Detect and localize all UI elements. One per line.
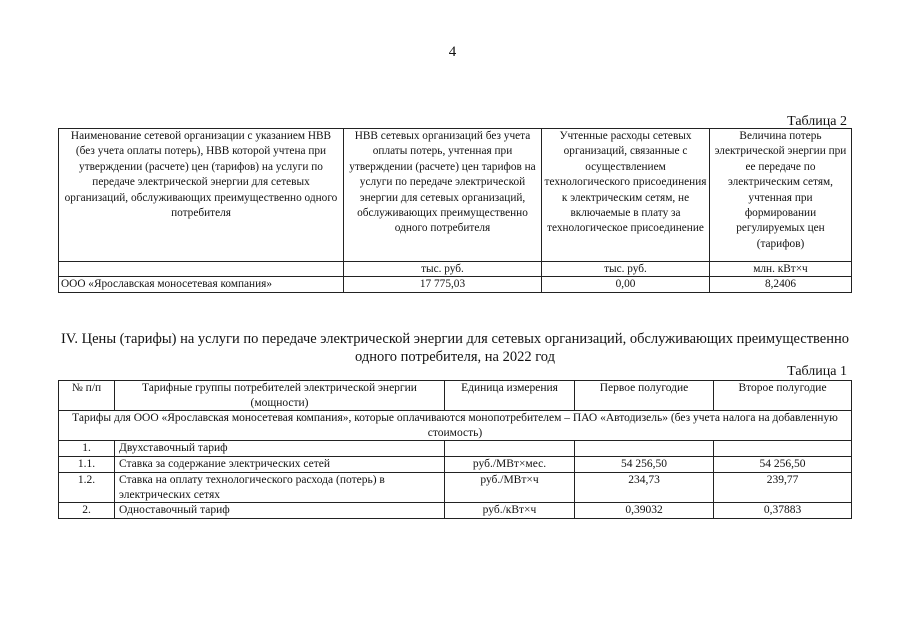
table1-cell-h2: 239,77 — [714, 473, 852, 503]
table1-cell-unit — [445, 441, 575, 457]
table-row — [59, 457, 852, 473]
table1-cell-h2 — [714, 441, 852, 457]
table1-cell-h1: 54 256,50 — [575, 457, 714, 473]
table2-header-row — [59, 129, 852, 262]
table2-cell-losses: 8,2406 — [710, 277, 852, 293]
table1-cell-group: Одноставочный тариф — [115, 503, 445, 519]
table1-header-row — [59, 381, 852, 411]
table1-label: Таблица 1 — [787, 364, 847, 379]
table1-cell-h2: 0,37883 — [714, 503, 852, 519]
table1-span-row — [59, 411, 852, 441]
table1 — [58, 380, 852, 519]
table1-cell-h1: 234,73 — [575, 473, 714, 503]
table2-unit-expenses: тыс. руб. — [542, 262, 710, 277]
table-row — [59, 473, 852, 503]
table1-cell-num: 2. — [59, 503, 115, 519]
table1-cell-h1 — [575, 441, 714, 457]
table1-cell-unit: руб./МВт×мес. — [445, 457, 575, 473]
table1-cell-group: Двухставочный тариф — [115, 441, 445, 457]
table2-header-expenses: Учтенные расходы сетевых организаций, связанные с осуществлением технологического присоединения к электрическим сетям, не включаемые в плату за технологическое присоединение — [542, 129, 710, 262]
table2-header-losses: Величина потерь электрической энергии при ее передаче по электрическим сетям, учтенная при формировании регулируемых цен (тарифов) — [710, 129, 852, 262]
table2-unit-nvv: тыс. руб. — [344, 262, 542, 277]
table2-units-row — [59, 262, 852, 277]
table1-header-h2: Второе полугодие — [714, 381, 852, 411]
table1-cell-unit: руб./МВт×ч — [445, 473, 575, 503]
table2-cell-expenses: 0,00 — [542, 277, 710, 293]
table1-cell-num: 1. — [59, 441, 115, 457]
table1-header-h1: Первое полугодие — [575, 381, 714, 411]
table2-header-nvv: НВВ сетевых организаций без учета оплаты потерь, учтенная при утверждении (расчете) цен тарифов на услуги по передаче электрической энергии для сетевых организаций, обслуживающих преимущественно одного потребителя — [344, 129, 542, 262]
table2-cell-org: ООО «Ярославская моносетевая компания» — [59, 277, 344, 293]
table2-cell-nvv: 17 775,03 — [344, 277, 542, 293]
table2-header-org: Наименование сетевой организации с указанием НВВ (без учета оплаты потерь), НВВ которой учтена при утверждении (расчете) цен (тарифов) на услуги по передаче электрической энергии для сетевых организаций, обслуживающих преимущественно одного потребителя — [59, 129, 344, 262]
table2-unit-losses: млн. кВт×ч — [710, 262, 852, 277]
table1-span-cell: Тарифы для ООО «Ярославская моносетевая компания», которые оплачиваются монопотребителем – ПАО «Автодизель» (без учета налога на добавленную стоимость) — [59, 411, 852, 441]
table2 — [58, 128, 852, 293]
table1-header-unit: Единица измерения — [445, 381, 575, 411]
table1-cell-h1: 0,39032 — [575, 503, 714, 519]
table1-cell-group: Ставка на оплату технологического расхода (потерь) в электрических сетях — [115, 473, 445, 503]
table1-cell-num: 1.2. — [59, 473, 115, 503]
table2-label: Таблица 2 — [787, 114, 847, 129]
section-title: IV. Цены (тарифы) на услуги по передаче электрической энергии для сетевых организаций, обслуживающих преимущественно одного потребителя, на 2022 год — [60, 331, 850, 365]
table1-cell-num: 1.1. — [59, 457, 115, 473]
table1-header-group: Тарифные группы потребителей электрической энергии (мощности) — [115, 381, 445, 411]
table1-cell-unit: руб./кВт×ч — [445, 503, 575, 519]
table1-header-num: № п/п — [59, 381, 115, 411]
table-row — [59, 441, 852, 457]
table1-cell-h2: 54 256,50 — [714, 457, 852, 473]
table-row — [59, 277, 852, 293]
table1-cell-group: Ставка за содержание электрических сетей — [115, 457, 445, 473]
table-row — [59, 503, 852, 519]
table2-unit-empty — [59, 262, 344, 277]
page-number: 4 — [448, 44, 457, 60]
